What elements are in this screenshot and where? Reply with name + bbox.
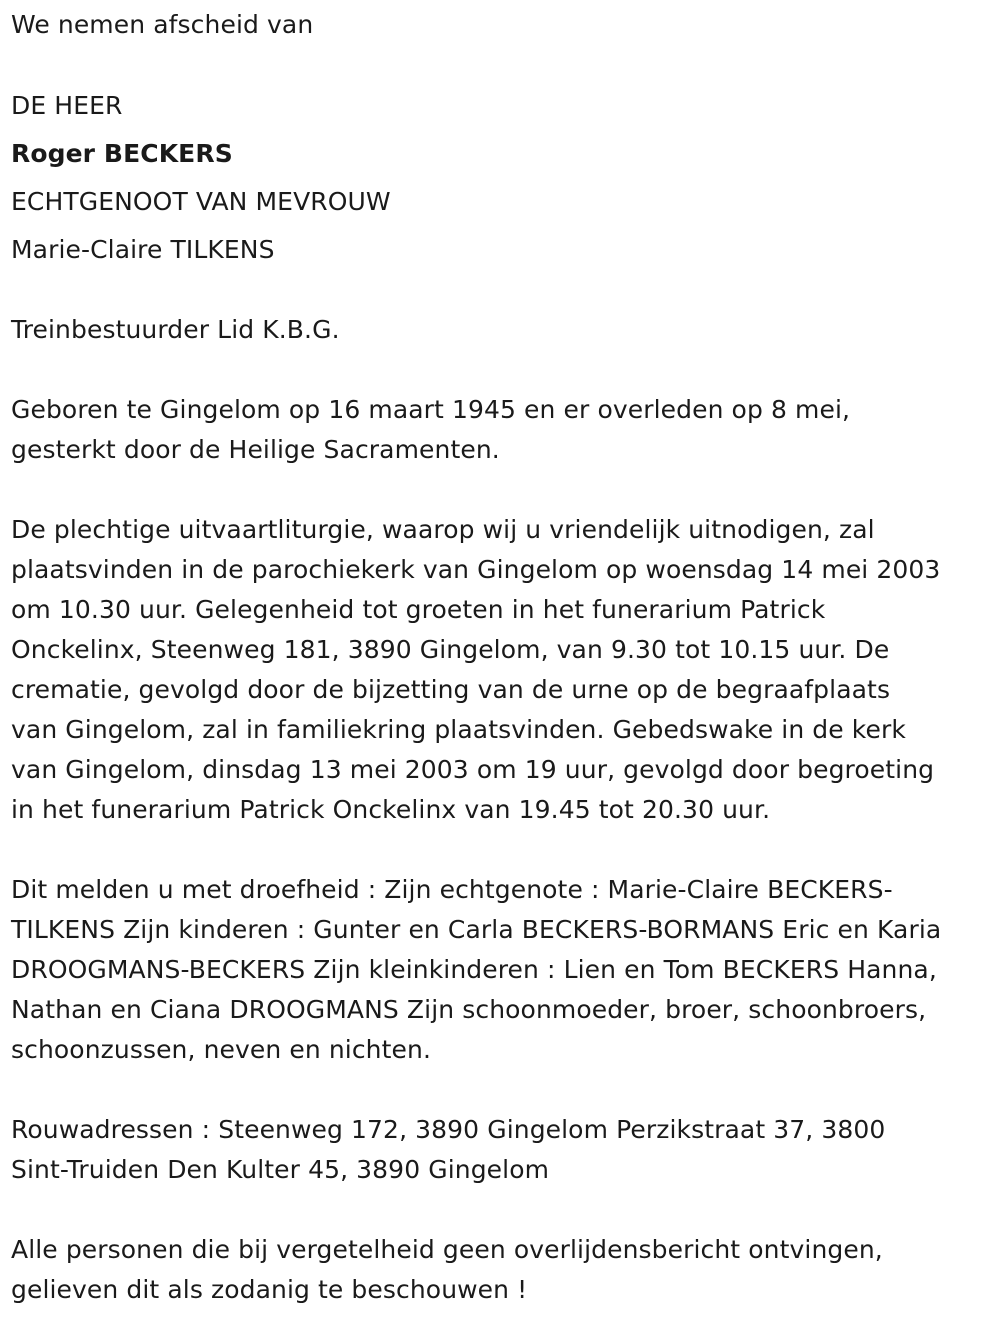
occupation-text: Treinbestuurder Lid K.B.G. (11, 315, 340, 344)
funeral-line: plaatsvinden in de parochiekerk van Gingelom op woensdag 14 mei 2003 (11, 555, 941, 584)
funeral-line: De plechtige uitvaartliturgie, waarop wij u vriendelijk uitnodigen, zal (11, 515, 875, 544)
deceased-name: Roger BECKERS (11, 139, 233, 168)
closing-line: gelieven dit als zodanig te beschouwen ! (11, 1275, 528, 1304)
family-line: schoonzussen, neven en nichten. (11, 1035, 432, 1064)
funeral-line: in het funerarium Patrick Onckelinx van 19.45 tot 20.30 uur. (11, 795, 771, 824)
address-line: Rouwadressen : Steenweg 172, 3890 Gingelom Perzikstraat 37, 3800 (11, 1115, 886, 1144)
funeral-line: van Gingelom, zal in familiekring plaatsvinden. Gebedswake in de kerk (11, 715, 906, 744)
spouse-name: Marie-Claire TILKENS (11, 235, 275, 264)
family-line: DROOGMANS-BECKERS Zijn kleinkinderen : Lien en Tom BECKERS Hanna, (11, 955, 937, 984)
family-line: TILKENS Zijn kinderen : Gunter en Carla BECKERS-BORMANS Eric en Karia (11, 915, 942, 944)
closing-line: Alle personen die bij vergetelheid geen overlijdensbericht ontvingen, (11, 1235, 883, 1264)
spouse-label: ECHTGENOOT VAN MEVROUW (11, 187, 391, 216)
family-line: Dit melden u met droefheid : Zijn echtgenote : Marie-Claire BECKERS- (11, 875, 893, 904)
family-line: Nathan en Ciana DROOGMANS Zijn schoonmoeder, broer, schoonbroers, (11, 995, 927, 1024)
title-text: DE HEER (11, 91, 123, 120)
funeral-line: om 10.30 uur. Gelegenheid tot groeten in het funerarium Patrick (11, 595, 826, 624)
birth-death-line: gesterkt door de Heilige Sacramenten. (11, 435, 500, 464)
funeral-line: Onckelinx, Steenweg 181, 3890 Gingelom, van 9.30 tot 10.15 uur. De (11, 635, 890, 664)
address-line: Sint-Truiden Den Kulter 45, 3890 Gingelom (11, 1155, 550, 1184)
funeral-line: van Gingelom, dinsdag 13 mei 2003 om 19 uur, gevolgd door begroeting (11, 755, 935, 784)
intro-text: We nemen afscheid van (11, 10, 314, 39)
birth-death-line: Geboren te Gingelom op 16 maart 1945 en er overleden op 8 mei, (11, 395, 851, 424)
funeral-line: crematie, gevolgd door de bijzetting van de urne op de begraafplaats (11, 675, 891, 704)
